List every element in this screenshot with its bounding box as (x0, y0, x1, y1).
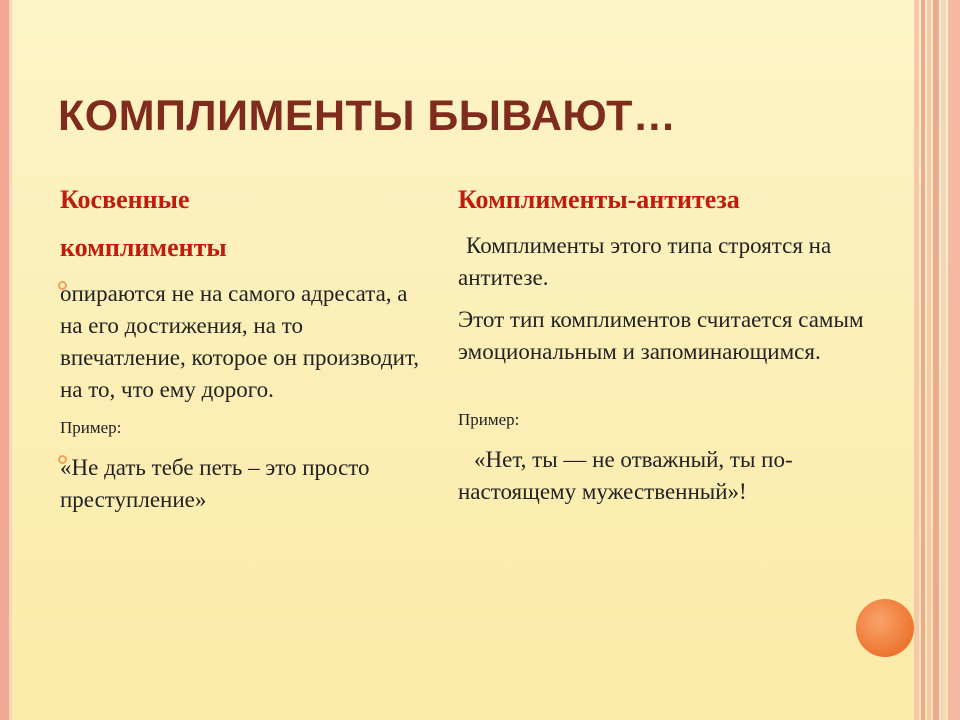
left-heading (60, 176, 420, 272)
bullet-text: «Не дать тебе петь – это просто преступление» (60, 455, 370, 512)
right-column (458, 176, 868, 508)
right-border-stripe (927, 0, 931, 720)
right-border-stripe (921, 0, 925, 720)
right-border-stripe (914, 0, 919, 720)
left-heading-line2: комплименты (60, 233, 227, 262)
decorative-orange-circle (856, 599, 914, 657)
bullet-item (60, 452, 420, 516)
right-paragraph: Комплименты этого типа строятся на антитезе. (458, 233, 832, 290)
left-heading-line1: Косвенные (60, 185, 190, 214)
right-border-stripe (933, 0, 939, 720)
bullet-item (60, 278, 420, 406)
bullet-circle-icon (58, 455, 67, 464)
right-border-stripe (948, 0, 960, 720)
right-border-stripe (941, 0, 946, 720)
bullet-text: опираются не на самого адресата, а на его достижения, на то впечатление, которое он производит, на то, что ему дорого. (60, 281, 420, 402)
example-label: Пример: (60, 418, 122, 437)
left-border-stripe-light (9, 0, 12, 720)
example-label: Пример: (458, 410, 520, 429)
right-paragraph: Этот тип комплиментов считается самым эмоциональным и запоминающимся. (458, 307, 864, 364)
right-heading: Комплименты-антитеза (458, 185, 740, 214)
left-border-stripe (0, 0, 9, 720)
bullet-circle-icon (58, 281, 67, 290)
left-column (60, 176, 420, 516)
slide-title: КОМПЛИМЕНТЫ БЫВАЮТ… (58, 92, 677, 140)
example-text: «Нет, ты — не отважный, ты по-настоящему мужественный»! (458, 447, 793, 504)
